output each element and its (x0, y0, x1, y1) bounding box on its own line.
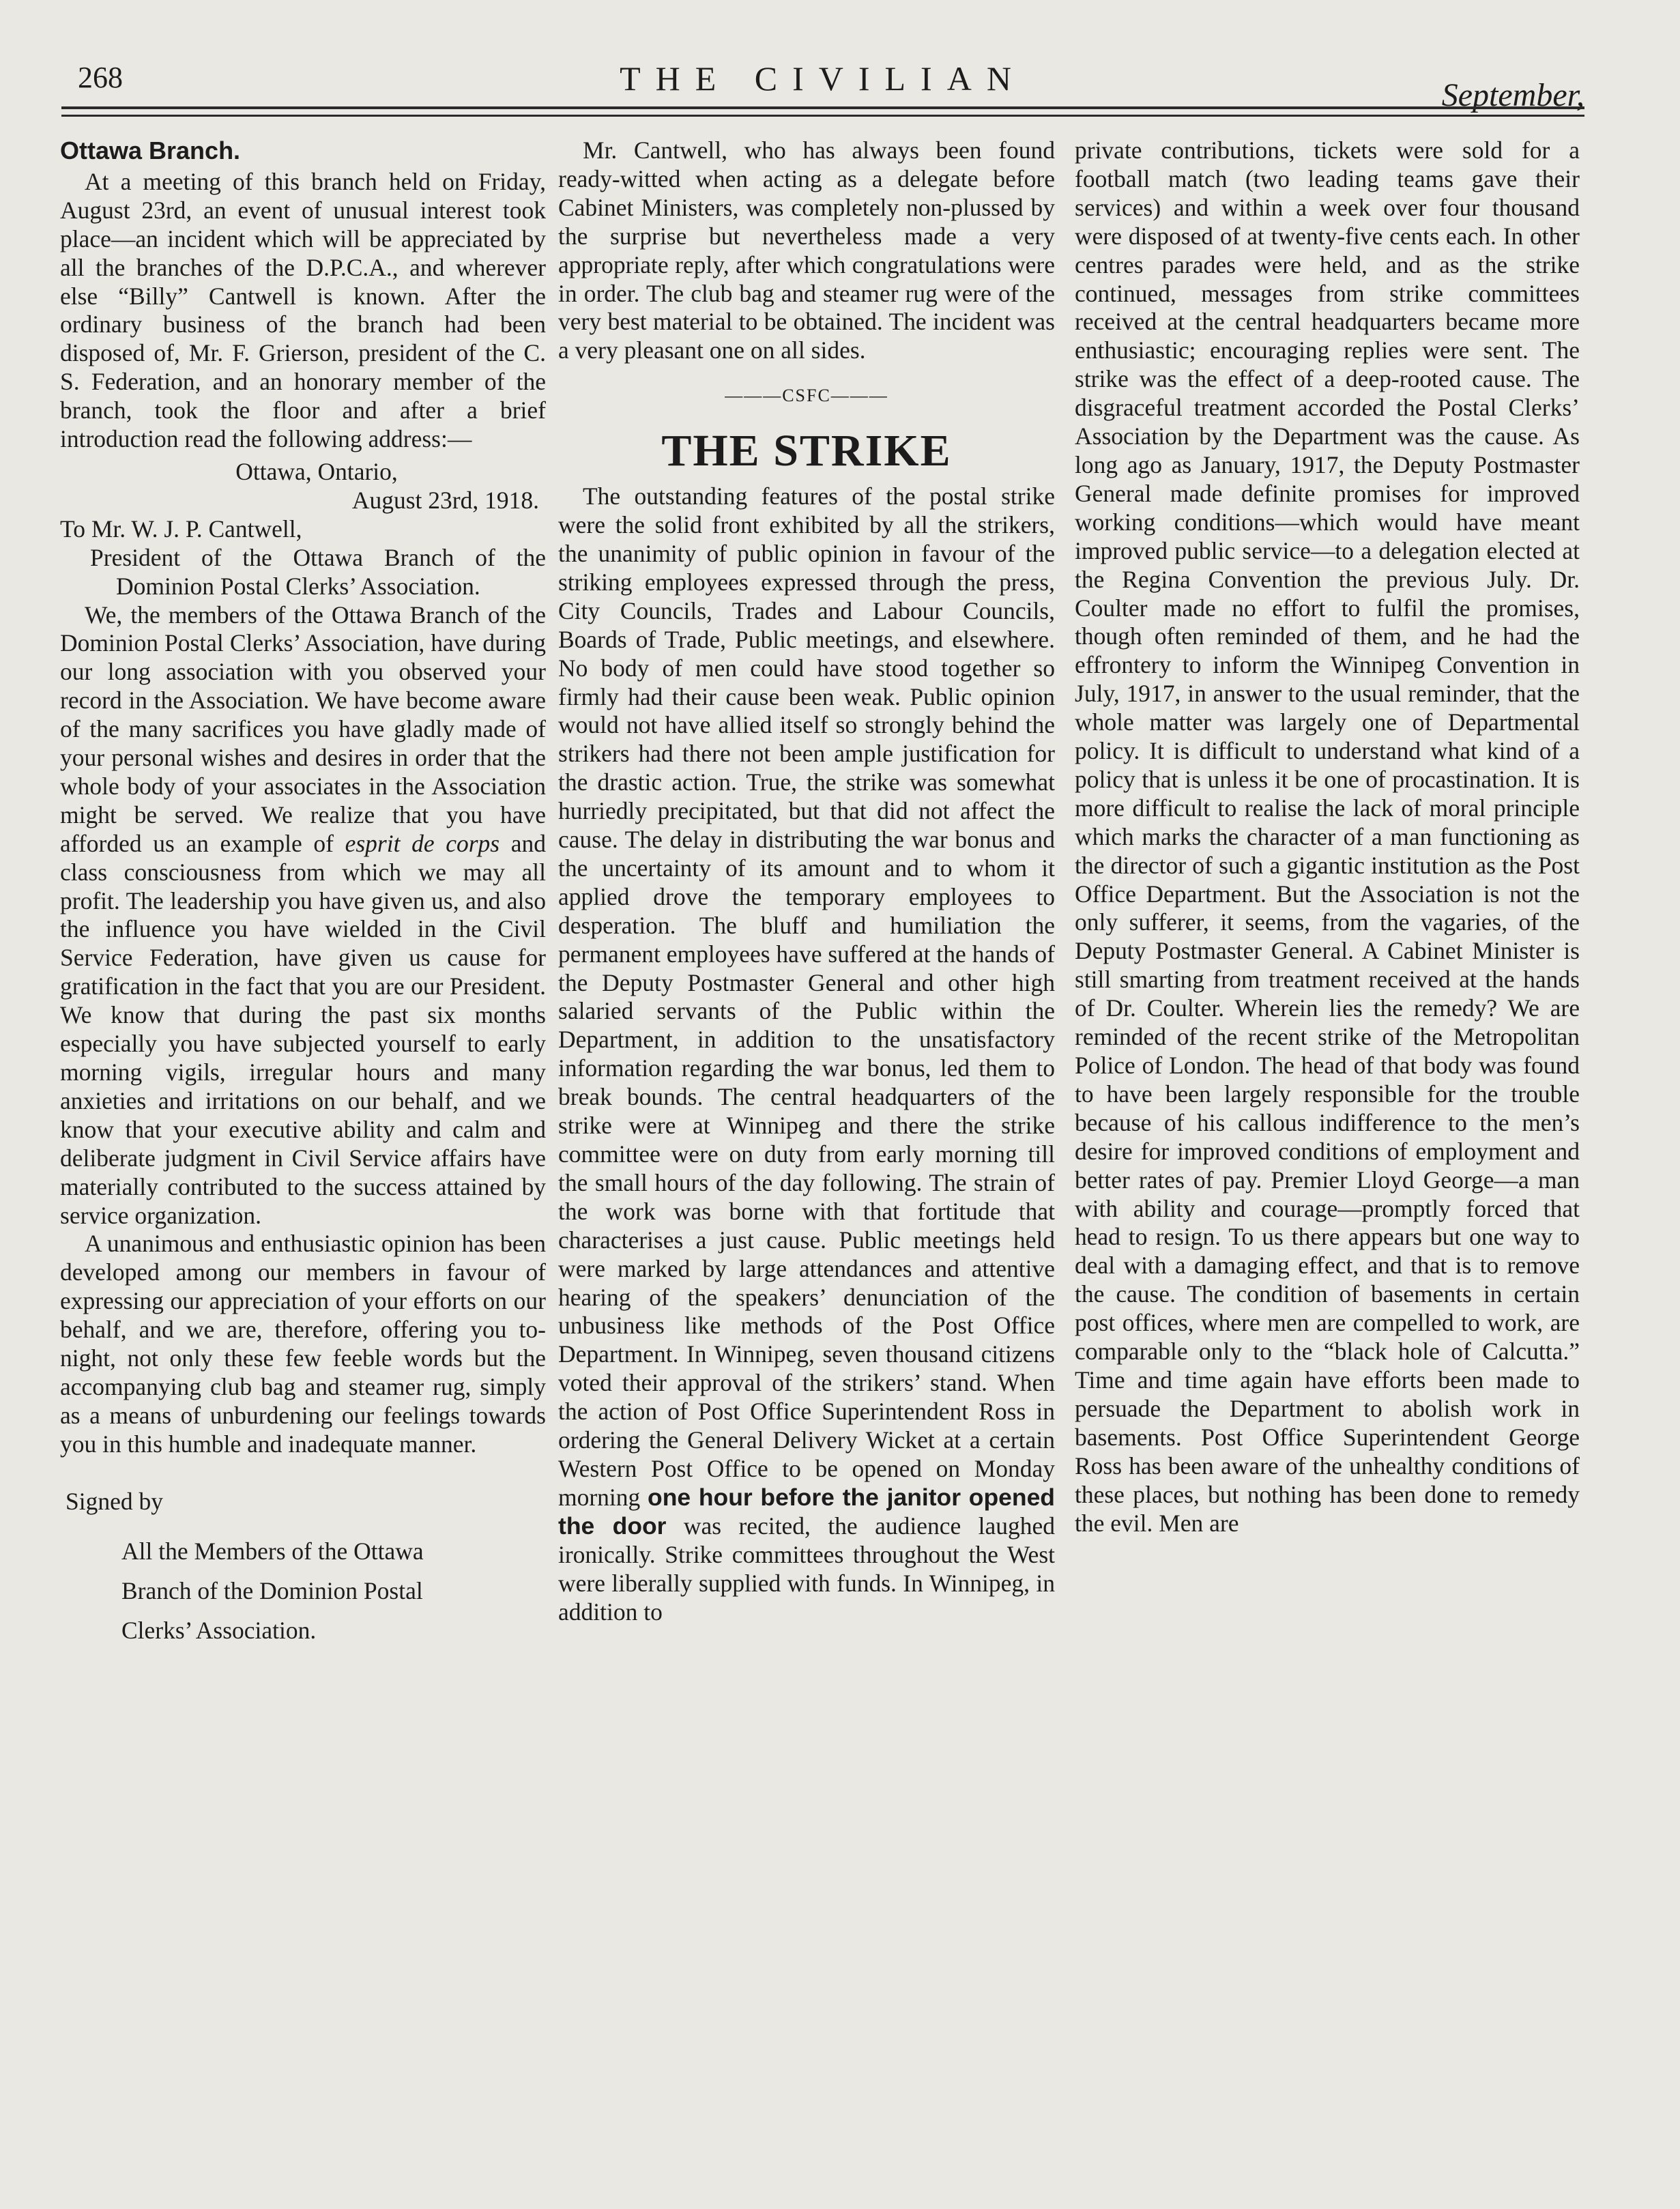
signatory-line-1: All the Members of the Ottawa (121, 1537, 424, 1565)
masthead-title: THE CIVILIAN (620, 59, 1026, 98)
intro-paragraph: At a meeting of this branch held on Friday, August 23rd, an event of unusual interest took place—an incident which will be appreciated by all the branches of the D.P.C.A., and wherever else “Billy” Cantwell is known. After the ordinary business of the branch had been disposed of, Mr. F. Grierson, president of the C. S. Federation, and an honorary member of the branch, took the floor and after a brief introduction read the following address:— (60, 167, 546, 453)
address-paragraph-2: A unanimous and enthusiastic opinion has been developed among our members in favour of expressing our appreciation of your efforts on our behalf, and we are, therefore, offering you to-night, not only these few feeble words but the accompanying club bag and steamer rug, simply as a means of unburdening our feelings towards you in this humble and inadequate manner. (60, 1230, 546, 1458)
section-separator: ———CSFC——— (725, 386, 888, 406)
section-heading: Ottawa Branch. (60, 136, 241, 164)
strike-bold-phrase: one hour before the janitor opened the door (558, 1483, 1055, 1540)
recipient-role: President of the Ottawa Branch of the Dominion Postal Clerks’ Association. (90, 543, 546, 600)
address-place: Ottawa, Ontario, (235, 457, 398, 485)
signatory-line-2: Branch of the Dominion Postal (121, 1576, 423, 1604)
signatories (60, 1531, 546, 1650)
signatory-line-3: Clerks’ Association. (121, 1616, 317, 1644)
signed-by: Signed by (66, 1487, 163, 1515)
strike-text-part-a: The outstanding features of the postal strike were the solid front exhibited by all the strikers, the unanimity of public opinion in favour of the striking employees expressed through the press, City Councils, Trades and Labour Councils, Boards of Trade, Public meetings, and elsewhere. No body of men could have stood together so firmly had their cause been weak. Public opinion would not have allied itself so strongly behind the strikers had there not been ample justification for the drastic action. True, the strike was somewhat hurriedly precipitated, but that did not affect the cause. The delay in distributing the war bonus and the uncertainty of its amount and to whom it applied drove the temporary employees to desperation. The bluff and humiliation the permanent employees have suffered at the hands of the Deputy Postmaster General and other high salaried servants of the Public within the Department, in addition to the unsatisfactory information regarding the war bonus, led them to break bounds. The central headquarters of the strike were at Winnipeg and there the strike committee were on duty from early morning till the small hours of the day following. The strain of the work was borne with that fortitude that characterises a just cause. Public meetings held were marked by large attendances and attentive hearing of the speakers’ denunciation of the unbusiness like methods of the Post Office Department. In Winnipeg, seven thousand citizens voted their approval of the strikers’ stand. When the action of Post Office Superintendent Ross in ordering the General Delivery Wicket at a certain Western Post Office to be opened on Monday morning (558, 482, 1055, 1511)
strike-text-part-b: was recited, the audience laughed ironically. Strike committees throughout the West were liberally supplied with funds. In Winnipeg, in addition to (558, 1512, 1055, 1626)
address-date: August 23rd, 1918. (351, 486, 539, 514)
address-paragraph-1-part-a: We, the members of the Ottawa Branch of the Dominion Postal Clerks’ Association, have during our long association with you observed your record in the Association. We have become aware of the many sacrifices you have gladly made of your personal wishes and desires in order that the whole body of your associates in the Association might be served. We realize that you have afforded us an example of (60, 601, 546, 857)
strike-continuation: private contributions, tickets were sold for a football match (two leading teams gave their services) and within a week over four thousand were disposed of at twenty-five cents each. In other centres parades were held, and as the strike continued, messages from strike committees received at the central headquarters became more enthusiastic; encouraging replies were sent. The strike was the effect of a deep-rooted cause. The disgraceful treatment accorded the Postal Clerks’ Association by the Department was the cause. As long ago as January, 1917, the Deputy Postmaster General made definite promises for improved working conditions—which would have meant improved public service—to a delegation elected at the Regina Convention the previous July. Dr. Coulter made no effort to fulfil the promises, though often reminded of them, and he had the effrontery to inform the Winnipeg Convention in July, 1917, in answer to the usual reminder, that the whole matter was largely one of Departmental policy. It is difficult to understand what kind of a policy that is unless it be one of procastination. It is more difficult to realise the lack of moral principle which marks the character of a man functioning as the director of such a gigantic institution as the Post Office Department. But the Association is not the only sufferer, it seems, from the vagaries, of the Deputy Postmaster General. A Cabinet Minister is still smarting from treatment received at the hands of Dr. Coulter. Wherein lies the remedy? We are reminded of the recent strike of the Metropolitan Police of London. The head of that body was found to have been largely responsible for the trouble because of his callous indifference to the men’s desire for improved conditions of employment and better rates of pay. Premier Lloyd George—a man with ability and courage—promptly forced that head to resign. To us there appears but one way to deal with a damaging effect, and that is to remove the cause. The condition of basements in certain post offices, where men are compelled to work, are comparable only to the “black hole of Calcutta.” Time and time again have efforts been made to persuade the Department to abolish work in basements. Post Office Superintendent George Ross has been aware of the unhealthy conditions of these places, but nothing has been done to remedy the evil. Men are (1075, 136, 1580, 1537)
page-header (61, 55, 1584, 113)
issue-month: September, (1441, 77, 1584, 113)
cantwell-reply-paragraph: Mr. Cantwell, who has always been found ready-witted when acting as a delegate before Cabinet Ministers, was completely non-plussed by the surprise but nevertheless made a very appropriate reply, after which congratulations were in order. The club bag and steamer rug were of the very best material to be obtained. The incident was a very pleasant one on all sides. (558, 136, 1055, 364)
address-recipient: To Mr. W. J. P. Cantwell, (60, 515, 302, 543)
column-3 (1075, 136, 1580, 1537)
address-paragraph-1 (60, 601, 546, 1230)
page-number: 268 (78, 61, 123, 94)
address-paragraph-1-part-b: and class consciousness from which we may all profit. The leadership you have given us, and also the influence you have wielded in the Civil Service Federation, have given us cause for gratification in the fact that you are our President. We know that during the past six months especially you have subjected yourself to early morning vigils, irregular hours and many anxieties and irritations on our behalf, and we know that your executive ability and calm and deliberate judgment in Civil Service affairs have materially contributed to the success attained by service organization. (60, 829, 546, 1229)
esprit-de-corps: esprit de corps (345, 829, 500, 857)
column-2 (558, 136, 1055, 1626)
article-title: THE STRIKE (661, 426, 952, 476)
header-rule-top (61, 106, 1584, 109)
strike-paragraph (558, 482, 1055, 1626)
header-rule-bottom (61, 115, 1584, 117)
column-1 (60, 136, 546, 1650)
